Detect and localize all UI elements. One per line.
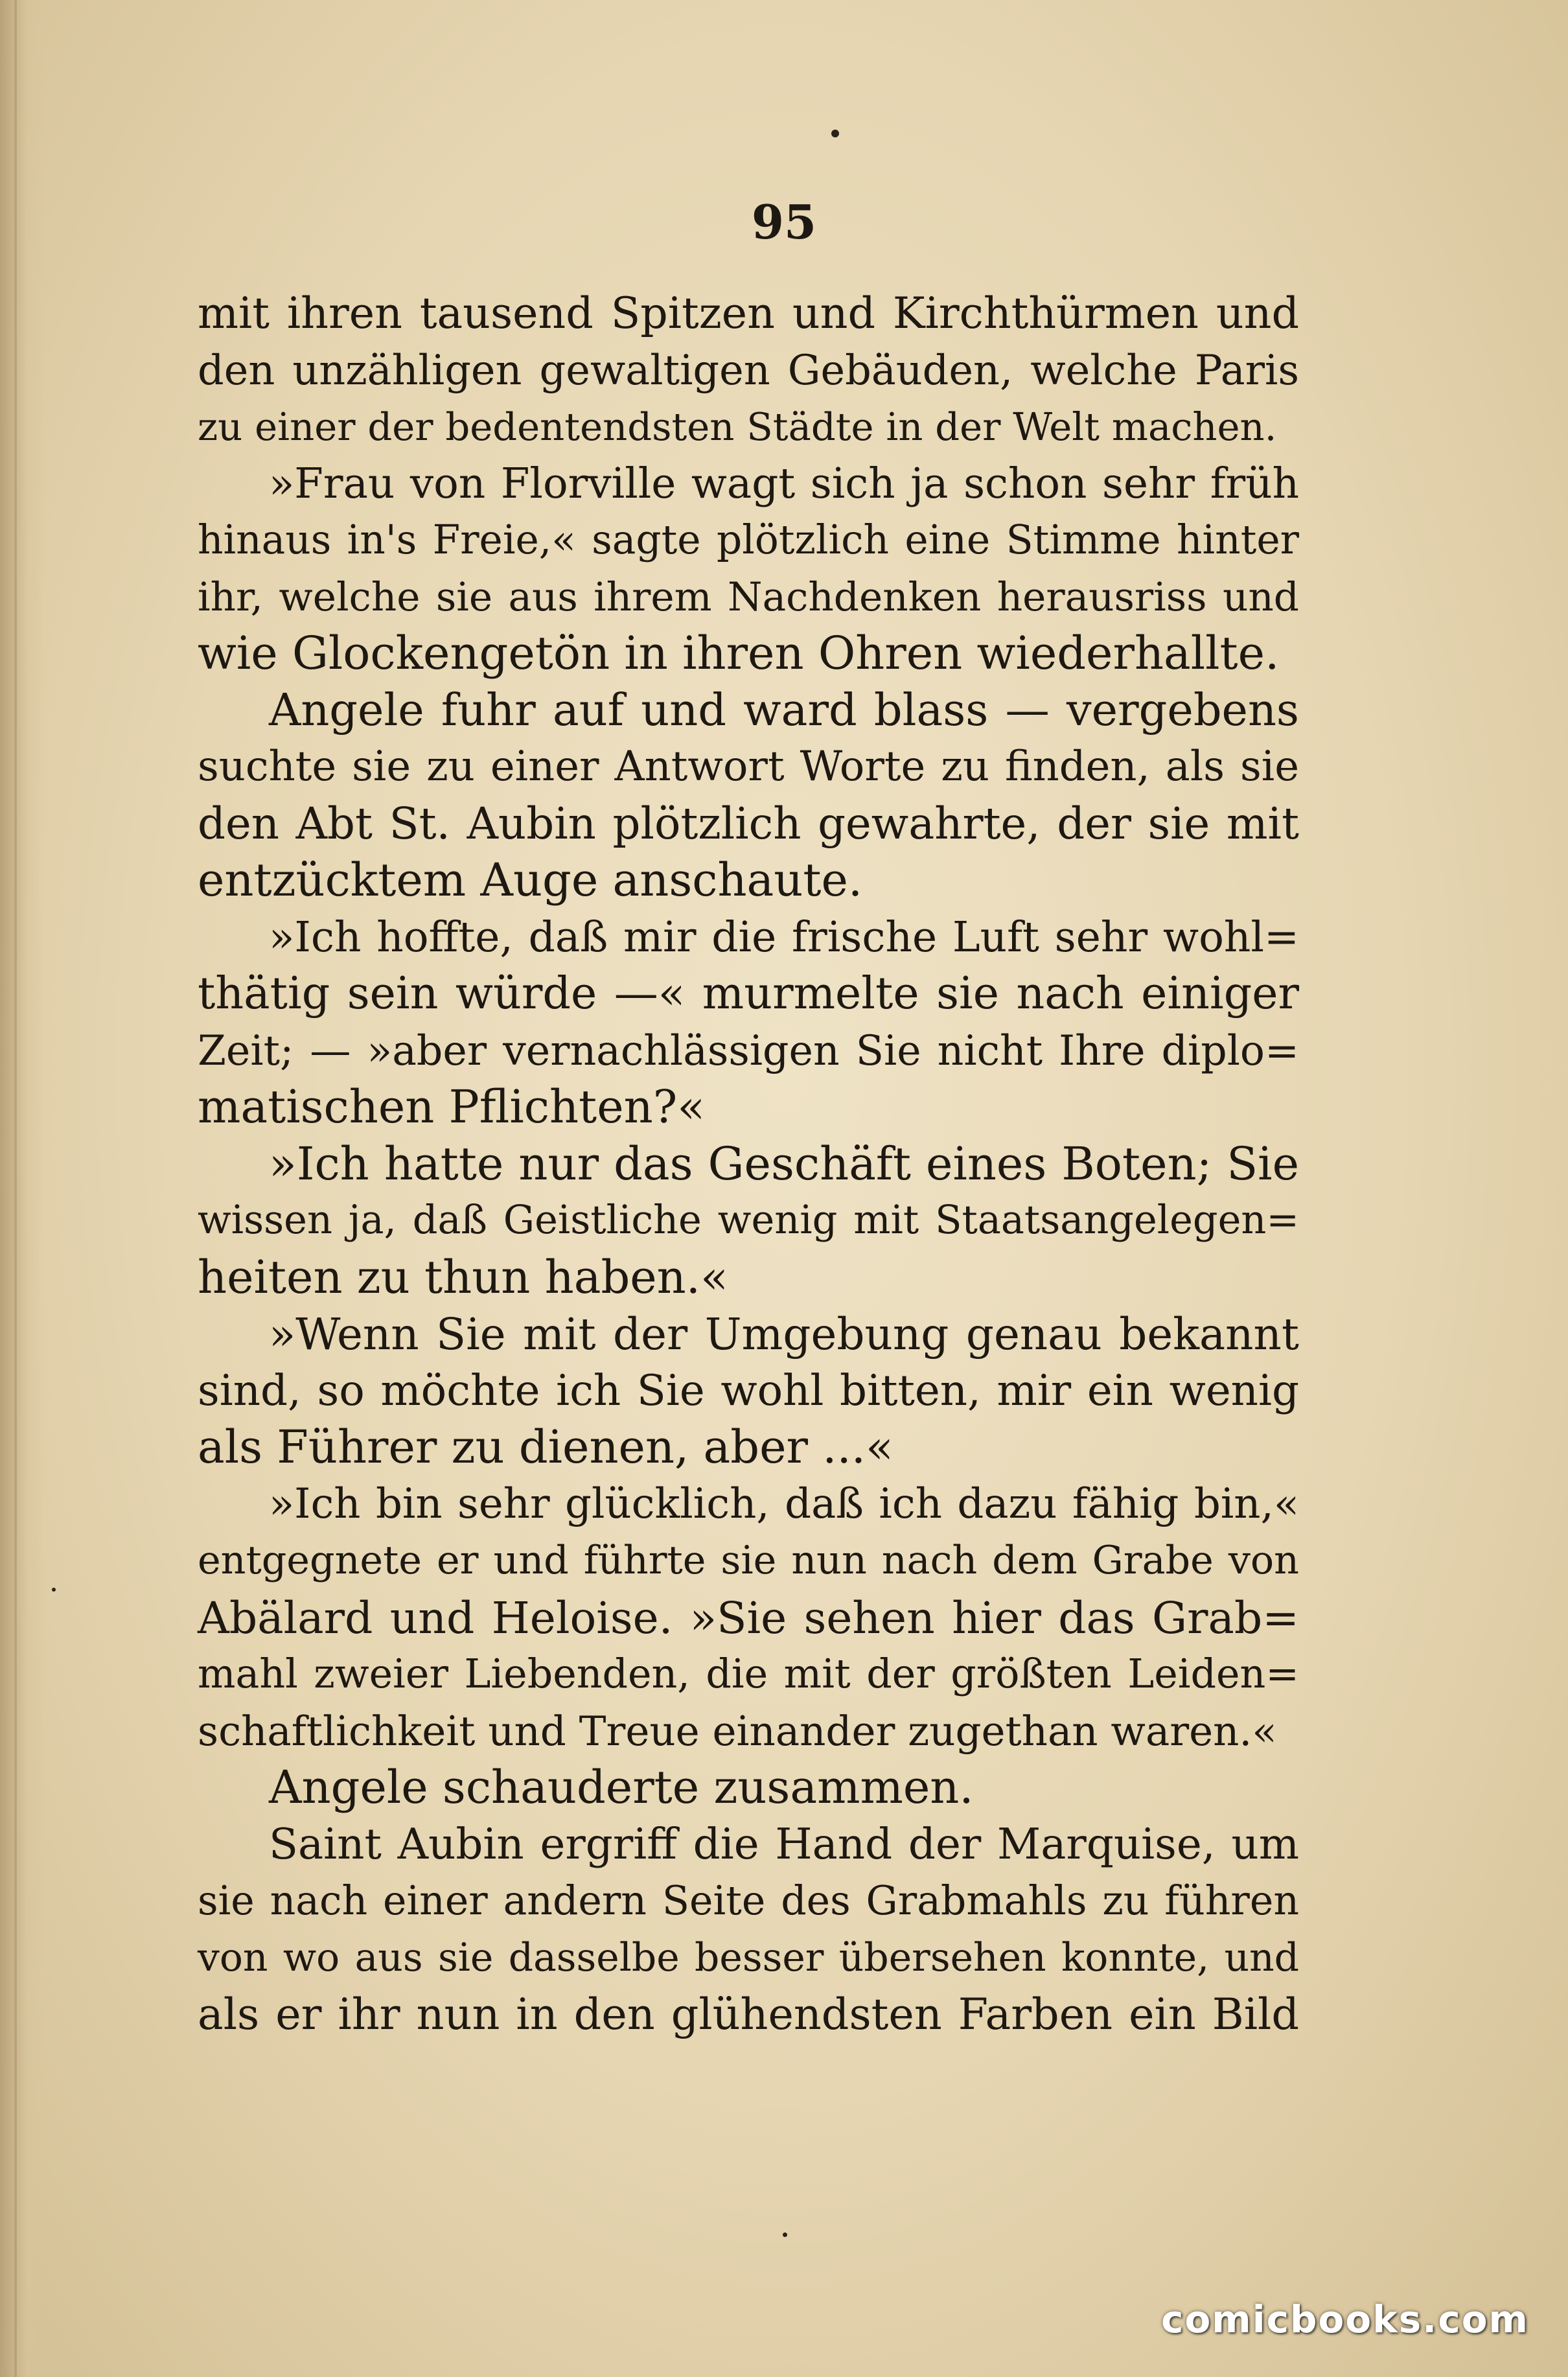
text-line: Zeit; — »aber vernachlässigen Sie nicht Ihre diplo= — [198, 1026, 1299, 1074]
text-line: mit ihren tausend Spitzen und Kirchthürmen und — [198, 288, 1299, 338]
text-line: den unzähligen gewaltigen Gebäuden, welche Paris — [198, 345, 1299, 394]
text-line: »Wenn Sie mit der Umgebung genau bekannt — [269, 1308, 1299, 1360]
text-line: wissen ja, daß Geistliche wenig mit Staatsangelegen= — [198, 1198, 1299, 1243]
text-line: hinaus in's Freie,« sagte plötzlich eine Stimme hinter — [198, 517, 1299, 563]
text-line: heiten zu thun haben.« — [198, 1250, 728, 1304]
text-line: von wo aus sie dasselbe besser übersehen konnte, und — [198, 1934, 1299, 1980]
text-line: »Ich bin sehr glücklich, daß ich dazu fähig bin,« — [269, 1479, 1299, 1528]
text-line: wie Glockengetön in ihren Ohren wiederhallte. — [198, 627, 1280, 680]
text-line: matischen Pflichten?« — [198, 1080, 706, 1133]
text-line: »Frau von Florville wagt sich ja schon sehr früh — [269, 459, 1299, 508]
text-line: sie nach einer andern Seite des Grabmahls zu führen — [198, 1877, 1299, 1924]
text-line: Angele fuhr auf und ward blass — vergebens — [269, 684, 1299, 736]
page-number: 95 — [751, 194, 817, 249]
text-line: suchte sie zu einer Antwort Worte zu finden, als sie — [198, 743, 1299, 791]
watermark: comicbooks.com — [1161, 2297, 1529, 2341]
text-line: als Führer zu dienen, aber ...« — [198, 1420, 894, 1474]
text-line: mahl zweier Liebenden, die mit der größten Leiden= — [198, 1651, 1299, 1697]
text-line: Saint Aubin ergriff die Hand der Marquise, um — [269, 1819, 1299, 1869]
text-line: den Abt St. Aubin plötzlich gewahrte, der sie mit — [198, 798, 1299, 849]
page-edge — [14, 0, 17, 2377]
ink-speck — [831, 130, 839, 137]
ink-speck — [52, 1588, 56, 1592]
text-line: entzücktem Auge anschaute. — [198, 853, 863, 907]
text-line: schaftlichkeit und Treue einander zugethan waren.« — [198, 1707, 1277, 1755]
text-line: »Ich hoffte, daß mir die frische Luft sehr wohl= — [269, 912, 1299, 962]
ink-speck — [783, 2232, 787, 2237]
text-line: ihr, welche sie aus ihrem Nachdenken herausriss und — [198, 574, 1299, 620]
text-line: thätig sein würde —« murmelte sie nach einiger — [198, 968, 1299, 1019]
text-line: entgegnete er und führte sie nun nach dem Grabe von — [198, 1538, 1299, 1583]
text-line: sind, so möchte ich Sie wohl bitten, mir ein wenig — [198, 1365, 1299, 1415]
text-line: zu einer der bedentendsten Städte in der Welt machen. — [198, 404, 1277, 449]
text-line: als er ihr nun in den glühendsten Farben ein Bild — [198, 1989, 1299, 2039]
text-line: Angele schauderte zusammen. — [269, 1761, 974, 1814]
text-line: »Ich hatte nur das Geschäft eines Boten; Sie — [269, 1137, 1299, 1190]
body-text — [198, 285, 1299, 2043]
text-line: Abälard und Heloise. »Sie sehen hier das Grab= — [198, 1592, 1299, 1643]
spine-shadow — [0, 0, 45, 2377]
